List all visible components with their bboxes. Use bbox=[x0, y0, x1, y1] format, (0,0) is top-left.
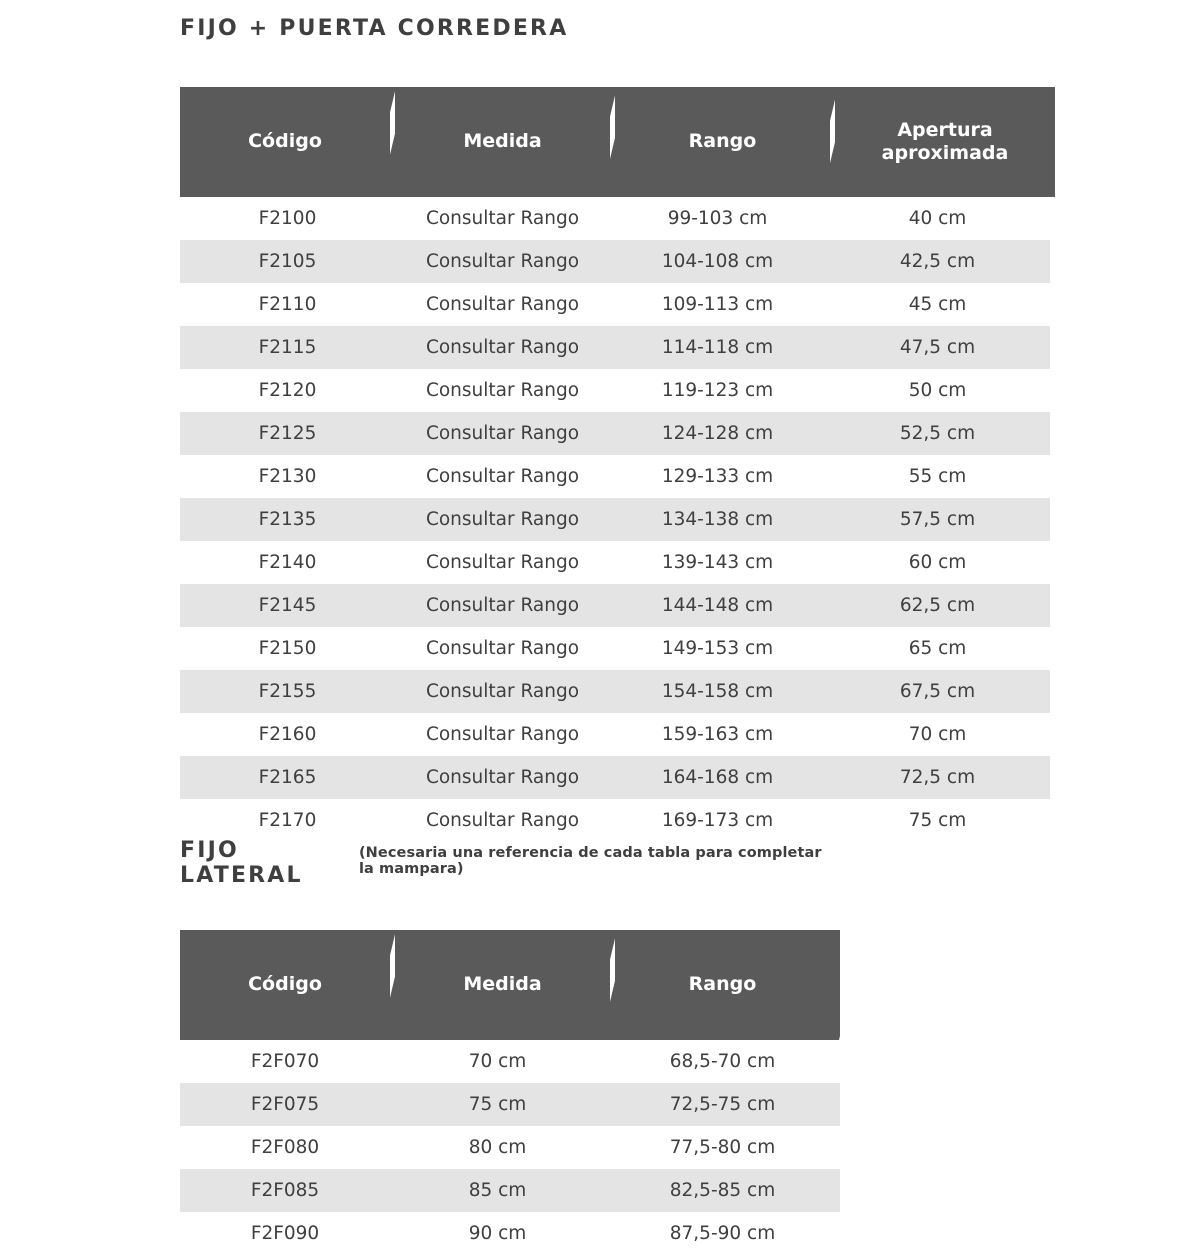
cell-codigo: F2F075 bbox=[250, 1094, 320, 1115]
header-label-line-1: Apertura bbox=[897, 118, 993, 141]
cell-medida: Consultar Rango bbox=[425, 552, 580, 573]
cell-codigo: F2F080 bbox=[250, 1137, 320, 1158]
cell-apertura: 65 cm bbox=[908, 638, 967, 659]
cell-codigo: F2105 bbox=[258, 251, 317, 272]
table-row bbox=[180, 756, 1050, 799]
cell-apertura: 60 cm bbox=[908, 552, 967, 573]
cell-rango: 87,5-90 cm bbox=[669, 1223, 776, 1244]
table-row bbox=[180, 412, 1050, 455]
table-1-header-rango bbox=[615, 87, 830, 197]
cell-codigo: F2140 bbox=[258, 552, 317, 573]
table-row bbox=[180, 369, 1050, 412]
cell-medida: 90 cm bbox=[468, 1223, 527, 1244]
cell-apertura: 62,5 cm bbox=[899, 595, 976, 616]
cell-apertura: 55 cm bbox=[908, 466, 967, 487]
header-label: Rango bbox=[688, 973, 757, 996]
table-row bbox=[180, 799, 1050, 842]
table-row bbox=[180, 1126, 840, 1169]
table-row bbox=[180, 1083, 840, 1126]
cell-rango: 124-128 cm bbox=[661, 423, 774, 444]
cell-apertura: 47,5 cm bbox=[899, 337, 976, 358]
cell-codigo: F2155 bbox=[258, 681, 317, 702]
cell-medida: 70 cm bbox=[468, 1051, 527, 1072]
cell-medida: Consultar Rango bbox=[425, 337, 580, 358]
cell-medida: Consultar Rango bbox=[425, 595, 580, 616]
cell-codigo: F2135 bbox=[258, 509, 317, 530]
section-1-title: FIJO + PUERTA CORREDERA bbox=[180, 16, 569, 41]
cell-codigo: F2130 bbox=[258, 466, 317, 487]
header-label-line-2: aproximada bbox=[881, 142, 1009, 164]
cell-codigo: F2160 bbox=[258, 724, 317, 745]
table-row bbox=[180, 584, 1050, 627]
cell-medida: Consultar Rango bbox=[425, 767, 580, 788]
cell-medida: Consultar Rango bbox=[425, 423, 580, 444]
cell-codigo: F2F070 bbox=[250, 1051, 320, 1072]
cell-rango: 72,5-75 cm bbox=[669, 1094, 776, 1115]
cell-apertura: 70 cm bbox=[908, 724, 967, 745]
header-label: Medida bbox=[463, 973, 542, 996]
cell-codigo: F2F085 bbox=[250, 1180, 320, 1201]
table-1-header-row bbox=[180, 87, 1050, 197]
cell-rango: 99-103 cm bbox=[667, 208, 768, 229]
cell-codigo: F2145 bbox=[258, 595, 317, 616]
table-fijo-lateral bbox=[180, 930, 840, 1255]
table-row bbox=[180, 326, 1050, 369]
cell-codigo: F2150 bbox=[258, 638, 317, 659]
cell-apertura: 40 cm bbox=[908, 208, 967, 229]
section-2-title-row bbox=[180, 838, 840, 888]
cell-medida: Consultar Rango bbox=[425, 380, 580, 401]
cell-rango: 77,5-80 cm bbox=[669, 1137, 776, 1158]
cell-medida: Consultar Rango bbox=[425, 810, 580, 831]
table-2-header-codigo bbox=[180, 930, 390, 1040]
cell-codigo: F2165 bbox=[258, 767, 317, 788]
table-fijo-puerta-corredera bbox=[180, 87, 1050, 842]
cell-rango: 119-123 cm bbox=[661, 380, 774, 401]
header-label: Código bbox=[248, 130, 322, 153]
cell-rango: 68,5-70 cm bbox=[669, 1051, 776, 1072]
table-1-header-codigo bbox=[180, 87, 390, 197]
table-2-header-medida bbox=[395, 930, 610, 1040]
table-row bbox=[180, 627, 1050, 670]
cell-medida: Consultar Rango bbox=[425, 638, 580, 659]
cell-rango: 164-168 cm bbox=[661, 767, 774, 788]
cell-medida: Consultar Rango bbox=[425, 509, 580, 530]
table-row bbox=[180, 455, 1050, 498]
cell-rango: 104-108 cm bbox=[661, 251, 774, 272]
cell-codigo: F2100 bbox=[258, 208, 317, 229]
cell-rango: 139-143 cm bbox=[661, 552, 774, 573]
header-label: Código bbox=[248, 973, 322, 996]
header-label: Medida bbox=[463, 130, 542, 153]
cell-codigo: F2110 bbox=[258, 294, 317, 315]
cell-codigo: F2170 bbox=[258, 810, 317, 831]
cell-medida: Consultar Rango bbox=[425, 724, 580, 745]
cell-codigo: F2125 bbox=[258, 423, 317, 444]
cell-medida: Consultar Rango bbox=[425, 294, 580, 315]
cell-apertura: 52,5 cm bbox=[899, 423, 976, 444]
cell-rango: 82,5-85 cm bbox=[669, 1180, 776, 1201]
table-row bbox=[180, 713, 1050, 756]
cell-rango: 149-153 cm bbox=[661, 638, 774, 659]
cell-codigo: F2115 bbox=[258, 337, 317, 358]
cell-medida: 85 cm bbox=[468, 1180, 527, 1201]
cell-rango: 114-118 cm bbox=[661, 337, 774, 358]
table-row bbox=[180, 670, 1050, 713]
cell-medida: Consultar Rango bbox=[425, 251, 580, 272]
table-row bbox=[180, 1040, 840, 1083]
section-2-note: (Necesaria una referencia de cada tabla para completar la mampara) bbox=[358, 845, 822, 877]
table-row bbox=[180, 240, 1050, 283]
table-1-header-medida bbox=[395, 87, 610, 197]
table-row bbox=[180, 197, 1050, 240]
cell-medida: Consultar Rango bbox=[425, 466, 580, 487]
cell-apertura: 67,5 cm bbox=[899, 681, 976, 702]
table-row bbox=[180, 498, 1050, 541]
cell-medida: 75 cm bbox=[468, 1094, 527, 1115]
cell-rango: 159-163 cm bbox=[661, 724, 774, 745]
cell-medida: Consultar Rango bbox=[425, 681, 580, 702]
cell-rango: 129-133 cm bbox=[661, 466, 774, 487]
section-fijo-lateral bbox=[180, 838, 840, 1255]
table-1-body bbox=[180, 197, 1050, 842]
cell-apertura: 45 cm bbox=[908, 294, 967, 315]
cell-rango: 144-148 cm bbox=[661, 595, 774, 616]
header-label: Rango bbox=[688, 130, 757, 153]
cell-medida: Consultar Rango bbox=[425, 208, 580, 229]
cell-medida: 80 cm bbox=[468, 1137, 527, 1158]
cell-apertura: 57,5 cm bbox=[899, 509, 976, 530]
section-2-title: FIJO LATERAL bbox=[180, 838, 303, 888]
cell-apertura: 72,5 cm bbox=[899, 767, 976, 788]
cell-rango: 134-138 cm bbox=[661, 509, 774, 530]
table-row bbox=[180, 1212, 840, 1255]
table-row bbox=[180, 1169, 840, 1212]
cell-apertura: 75 cm bbox=[908, 810, 967, 831]
table-2-header-row bbox=[180, 930, 840, 1040]
section-fijo-puerta-corredera bbox=[180, 16, 1050, 842]
table-2-header-rango bbox=[615, 930, 830, 1040]
table-row bbox=[180, 283, 1050, 326]
cell-codigo: F2F090 bbox=[250, 1223, 320, 1244]
cell-rango: 109-113 cm bbox=[661, 294, 774, 315]
cell-rango: 169-173 cm bbox=[661, 810, 774, 831]
section-1-title-row bbox=[180, 16, 1050, 41]
table-row bbox=[180, 541, 1050, 584]
table-2-body bbox=[180, 1040, 840, 1255]
cell-codigo: F2120 bbox=[258, 380, 317, 401]
cell-apertura: 50 cm bbox=[908, 380, 967, 401]
cell-apertura: 42,5 cm bbox=[899, 251, 976, 272]
table-1-header-apertura-aproximada bbox=[835, 87, 1055, 197]
cell-rango: 154-158 cm bbox=[661, 681, 774, 702]
